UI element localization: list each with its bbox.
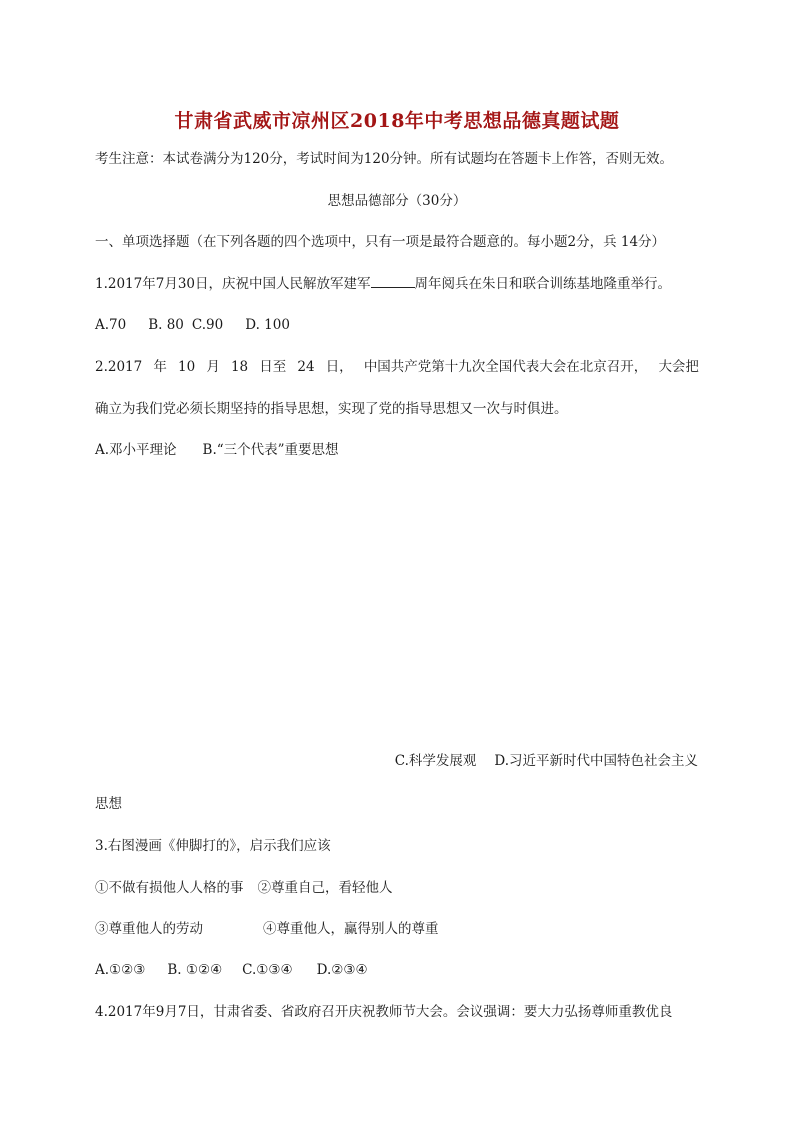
question-1-options bbox=[95, 316, 290, 334]
option-c: C.①③④ bbox=[242, 962, 293, 978]
q2-part: 月 bbox=[206, 359, 220, 375]
section-heading: 思想品德部分（30分） bbox=[327, 193, 467, 209]
question-1-stem bbox=[95, 275, 671, 293]
q2-part: 大会把 bbox=[658, 359, 699, 375]
q2-part: 18 bbox=[230, 359, 249, 375]
option-a: A.①②③ bbox=[95, 962, 146, 978]
question-2-options-ab bbox=[95, 441, 339, 459]
statement-2: ②尊重自己，看轻他人 bbox=[257, 880, 393, 896]
option-b: B.“三个代表”重要思想 bbox=[202, 442, 339, 458]
question-2-option-d-continued: 思想 bbox=[95, 796, 122, 812]
q2-part: 日， bbox=[325, 359, 353, 375]
question-1-stem-before: 1.2017年7月30日，庆祝中国人民解放军建军 bbox=[95, 276, 371, 292]
document-title: 甘肃省武威市凉州区2018年中考思想品德真题试题 bbox=[174, 110, 620, 132]
question-3-choices bbox=[95, 961, 368, 979]
option-d: D. 100 bbox=[245, 317, 290, 333]
option-b: B. 80 bbox=[148, 317, 184, 333]
option-b: B. ①②④ bbox=[167, 962, 223, 978]
q2-part: 日至 bbox=[259, 359, 287, 375]
exam-notice: 考生注意：本试卷满分为120分，考试时间为120分钟。所有试题均在答题卡上作答，否则无效。 bbox=[95, 151, 674, 167]
question-3-statements-1-2 bbox=[95, 879, 393, 897]
part-one-heading: 一、单项选择题（在下列各题的四个选项中，只有一项是最符合题意的。每小题2分，兵 14分） bbox=[95, 234, 666, 250]
option-c: C.科学发展观 bbox=[394, 753, 477, 769]
question-3-statements-3-4 bbox=[95, 920, 439, 938]
q2-part: 24 bbox=[297, 359, 315, 375]
statement-4: ④尊重他人，赢得别人的尊重 bbox=[263, 921, 439, 937]
option-a: A.70 bbox=[95, 317, 127, 333]
question-2-line-1 bbox=[95, 358, 699, 376]
option-c: C.90 bbox=[191, 317, 224, 333]
statement-3: ③尊重他人的劳动 bbox=[95, 921, 203, 937]
answer-blank bbox=[371, 275, 415, 288]
question-1-stem-after: 周年阅兵在朱日和联合训练基地隆重举行。 bbox=[414, 276, 672, 292]
q2-part: 2.2017 bbox=[95, 359, 143, 375]
q2-part: 10 bbox=[178, 359, 196, 375]
question-3-stem: 3.右图漫画《伸脚打的》，启示我们应该 bbox=[95, 838, 331, 854]
question-4-stem: 4.2017年9月7日，甘肃省委、省政府召开庆祝教师节大会。会议强调：要大力弘扬尊师重教优良 bbox=[95, 1004, 673, 1020]
option-a: A.邓小平理论 bbox=[95, 442, 177, 458]
q2-part: 中国共产党第十九次全国代表大会在北京召开， bbox=[363, 359, 648, 375]
option-d: D.习近平新时代中国特色社会主义 bbox=[494, 753, 698, 769]
q2-part: 年 bbox=[153, 359, 167, 375]
question-2-options-cd bbox=[395, 752, 698, 770]
option-d: D.②③④ bbox=[316, 962, 368, 978]
question-2-line-2: 确立为我们党必须长期坚持的指导思想，实现了党的指导思想又一次与时俱进。 bbox=[95, 401, 568, 417]
statement-1: ①不做有损他人人格的事 bbox=[95, 880, 244, 896]
